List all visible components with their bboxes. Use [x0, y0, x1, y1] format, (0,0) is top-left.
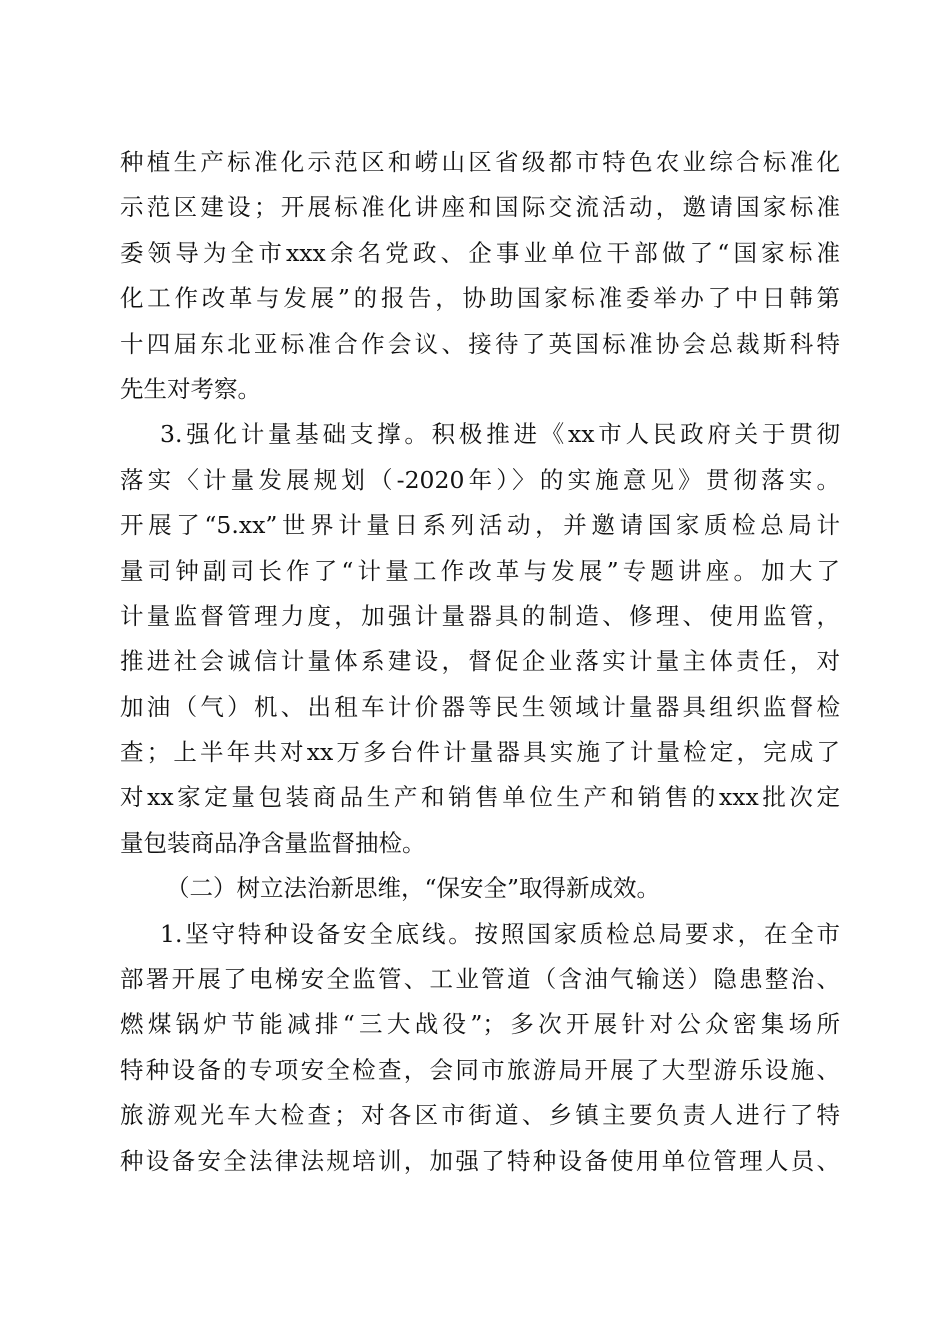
- text-line: 示范区建设；开展标准化讲座和国际交流活动，邀请国家标准: [120, 193, 840, 222]
- text-line: 1.坚守特种设备安全底线。按照国家质检总局要求，在全市: [160, 919, 840, 948]
- text-line: 化工作改革与发展”的报告，协助国家标准委举办了中日韩第: [120, 284, 840, 313]
- text-line: 开展了“5.xx”世界计量日系列活动，并邀请国家质检总局计: [120, 511, 840, 540]
- text-line: 种设备安全法律法规培训，加强了特种设备使用单位管理人员、: [120, 1146, 840, 1175]
- section-heading: （二）树立法治新思维，“保安全”取得新成效。: [166, 874, 661, 903]
- body-text: [120, 140, 840, 1184]
- text-line: 十四届东北亚标准合作会议、接待了英国标准协会总裁斯科特: [120, 329, 840, 358]
- text-line: 查；上半年共对xx万多台件计量器具实施了计量检定，完成了: [120, 738, 840, 767]
- text-line: 计量监督管理力度，加强计量器具的制造、修理、使用监管，: [120, 601, 840, 630]
- text-line: 旅游观光车大检查；对各区市街道、乡镇主要负责人进行了特: [120, 1101, 840, 1130]
- text-line: 燃煤锅炉节能减排“三大战役”；多次开展针对公众密集场所: [120, 1010, 840, 1039]
- text-line: 量包装商品净含量监督抽检。: [120, 828, 426, 857]
- text-line: 特种设备的专项安全检查，会同市旅游局开展了大型游乐设施、: [120, 1055, 840, 1084]
- text-line: 落实〈计量发展规划（-2020年）〉的实施意见》贯彻落实。: [120, 465, 840, 494]
- text-line: 种植生产标准化示范区和崂山区省级都市特色农业综合标准化: [120, 148, 840, 176]
- text-line: 3.强化计量基础支撑。积极推进《xx市人民政府关于贯彻: [160, 420, 840, 449]
- text-line: 量司钟副司长作了“计量工作改革与发展”专题讲座。加大了: [120, 556, 840, 585]
- text-line: 先生对考察。: [120, 374, 261, 403]
- text-line: 加油（气）机、出租车计价器等民生领域计量器具组织监督检: [120, 692, 840, 721]
- text-line: 对xx家定量包装商品生产和销售单位生产和销售的xxx批次定: [120, 783, 840, 812]
- text-line: 委领导为全市xxx余名党政、企事业单位干部做了“国家标准: [120, 238, 840, 267]
- text-line: 推进社会诚信计量体系建设，督促企业落实计量主体责任，对: [120, 647, 840, 676]
- text-line: 部署开展了电梯安全监管、工业管道（含油气输送）隐患整治、: [120, 965, 840, 994]
